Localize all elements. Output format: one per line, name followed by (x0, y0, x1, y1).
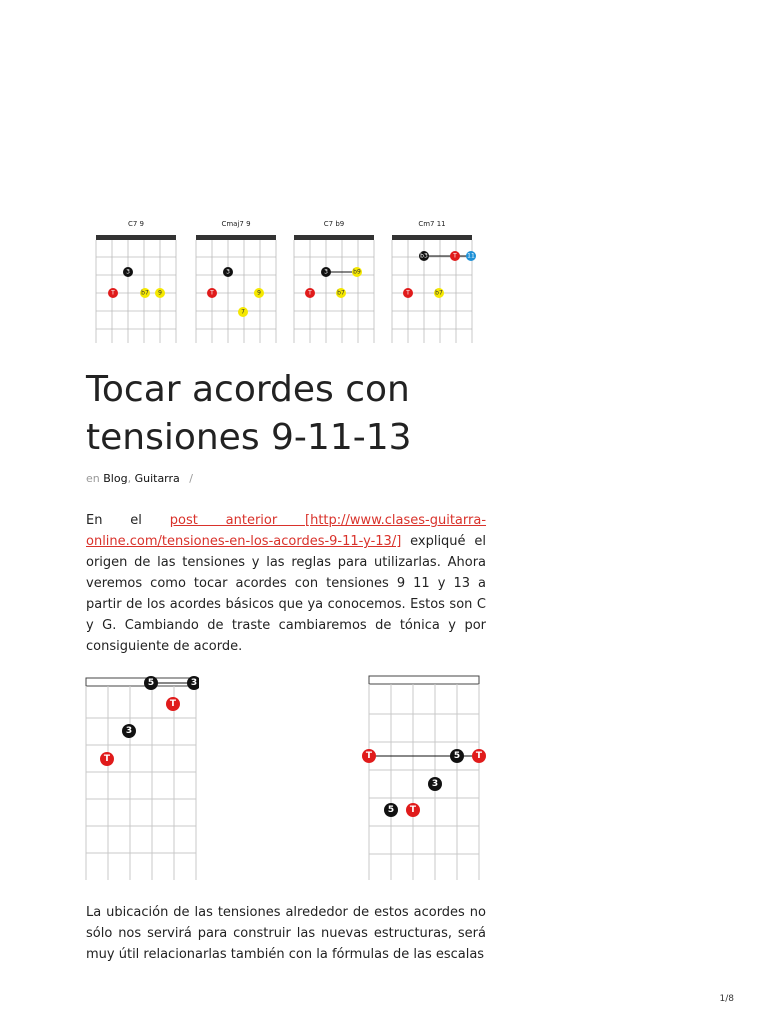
nut (96, 235, 176, 240)
dot-label: b3 (420, 252, 428, 260)
chord-name: C7 b9 (323, 220, 345, 228)
dot-label: 3 (324, 268, 328, 276)
p1-rest: expliqué el origen de las tensiones y las reglas para utilizarlas. Ahora veremos como tocar acordes con tensiones 9 11 y 13 a partir de los acordes básicos que ya conocemos. Estos son C y G. Cambiando de traste cambiaremos de tónica y por consiguiente de acorde. (86, 534, 486, 654)
intro-paragraph (86, 510, 486, 657)
nut (86, 678, 196, 686)
chord-chart-c7-b9 (294, 220, 374, 343)
dot-label: b7 (337, 289, 345, 297)
p1-start: En el (86, 513, 170, 528)
category-link-guitarra[interactable]: Guitarra (134, 472, 180, 485)
dot-label: b9 (353, 268, 361, 276)
note-label: T (169, 699, 177, 709)
dot-label: 9 (158, 289, 162, 297)
dot-label: T (406, 289, 410, 297)
dot-label: 11 (467, 252, 475, 260)
note-label: T (475, 751, 483, 761)
previous-post-link[interactable]: post anterior [http://www.clases-guitarra-online.com/tensiones-en-los-acordes-9-11-y-13/] (86, 513, 487, 549)
note-label: 5 (453, 751, 461, 761)
post-title: Tocar acordes con tensiones 9-11-13 (86, 369, 412, 458)
nut (392, 235, 472, 240)
dot-label: 3 (126, 268, 130, 276)
dot-label: 7 (241, 308, 245, 316)
fretboard-diagram-left (84, 674, 199, 884)
nut (369, 676, 479, 684)
dot-label: b7 (435, 289, 443, 297)
chord-name: C7 9 (127, 220, 145, 228)
note-label: T (365, 751, 373, 761)
dot-label: T (210, 289, 214, 297)
note-label: T (103, 754, 111, 764)
chord-chart-cm7-11 (392, 220, 476, 343)
category-link-blog[interactable]: Blog (103, 472, 128, 485)
note-label: 5 (147, 678, 155, 688)
chord-chart-c7-9 (96, 220, 176, 343)
dot-label: 9 (257, 289, 261, 297)
note-label: 5 (387, 805, 395, 815)
chord-chart-cmaj7-9 (196, 220, 276, 343)
dot-label: b7 (141, 289, 149, 297)
page-number: 1/8 (719, 994, 734, 1004)
note-label: 3 (431, 779, 439, 789)
chord-name: Cm7 11 (418, 220, 446, 228)
meta-prefix: en (86, 472, 100, 485)
dot-label: T (308, 289, 312, 297)
dot-label: 3 (226, 268, 230, 276)
chord-name: Cmaj7 9 (221, 220, 251, 228)
post-meta: en Blog, Guitarra / (86, 472, 193, 485)
dot-label: T (453, 252, 457, 260)
meta-separator: / (189, 472, 193, 485)
note-label: 3 (190, 678, 198, 688)
nut (196, 235, 276, 240)
second-paragraph: La ubicación de las tensiones alrededor de estos acordes no sólo nos servirá para construir las nuevas estructuras, será muy útil relacionarlas también con la fórmulas de las escalas (86, 905, 486, 962)
note-label: T (409, 805, 417, 815)
dot-label: T (111, 289, 115, 297)
chord-charts-image (86, 213, 486, 353)
fretboard-diagram-right (356, 674, 491, 884)
nut (294, 235, 374, 240)
note-label: 3 (125, 726, 133, 736)
